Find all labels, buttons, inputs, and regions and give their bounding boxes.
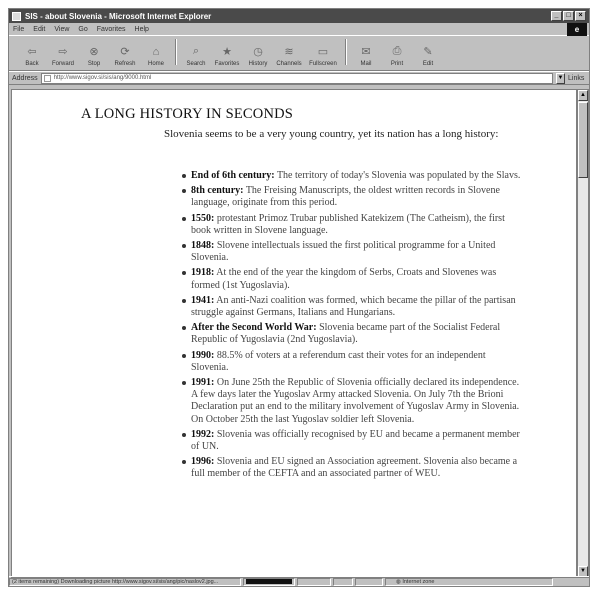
menu-favorites[interactable]: Favorites <box>96 25 126 33</box>
menu-help[interactable]: Help <box>134 25 149 33</box>
zone-cell <box>385 578 553 586</box>
menu-file[interactable]: File <box>13 25 25 33</box>
scroll-up-button[interactable]: ▲ <box>578 90 588 101</box>
channels-icon: ≋ <box>284 46 294 58</box>
status-cell-empty <box>355 578 383 586</box>
home-icon: ⌂ <box>152 45 160 58</box>
close-button[interactable]: × <box>575 11 586 21</box>
status-text: (2 items remaining) Downloading picture http://www.sigov.si/sis/ang/pic/naslov2.jpg... <box>9 578 241 586</box>
list-item: 1550: protestant Primoz Trubar published Katekizem (The Catheism), the first book written in Slovene language. <box>182 213 522 237</box>
edit-button[interactable]: ✎ Edit <box>422 46 434 67</box>
status-bar <box>9 576 590 586</box>
forward-arrow-icon: ⇨ <box>58 46 68 58</box>
history-button[interactable]: ◷ History <box>248 46 268 67</box>
scroll-thumb[interactable] <box>578 102 588 178</box>
toolbar <box>9 35 589 71</box>
list-item: End of 6th century: The territory of today's Slovenia was populated by the Slavs. <box>182 170 522 182</box>
back-button[interactable]: ⇦ Back <box>25 46 39 67</box>
vertical-scrollbar[interactable] <box>577 89 589 578</box>
toolbar-separator <box>345 39 347 65</box>
home-button[interactable]: ⌂ Home <box>147 45 164 67</box>
print-icon: ⎙ <box>392 45 402 57</box>
list-item: 8th century: The Freising Manuscripts, the oldest written records in Slovene language, originate from this period. <box>182 185 522 209</box>
page-viewport <box>11 89 577 578</box>
menu-view[interactable]: View <box>54 25 70 33</box>
menu-edit[interactable]: Edit <box>33 25 46 33</box>
refresh-icon: ⟳ <box>120 46 130 58</box>
favorites-button[interactable]: ★ Favorites <box>214 46 240 67</box>
ie-logo-icon <box>12 12 21 21</box>
maximize-button[interactable]: □ <box>563 11 574 21</box>
menu-bar <box>9 23 589 35</box>
address-dropdown-button[interactable]: ▼ <box>556 73 565 84</box>
status-cell-empty <box>297 578 331 586</box>
forward-button[interactable]: ⇨ Forward <box>51 46 74 67</box>
page-icon <box>44 75 51 82</box>
list-item: 1918: At the end of the year the kingdom of Serbs, Croats and Slovenes was formed (1st Yugoslavia). <box>182 267 522 291</box>
stop-icon: ⊗ <box>89 46 99 58</box>
list-item: 1991: On June 25th the Republic of Slovenia officially declared its independence. A few days later the Yugoslav Army attacked Slovenia. On July 7th the Brioni Declaration put an end to the military involvement of Yugoslav Army in Slovenia. On October 25th the last Yugoslav soldier left Slovenia. <box>182 377 522 426</box>
back-arrow-icon: ⇦ <box>27 46 37 58</box>
zone-label: Internet zone <box>402 578 435 585</box>
channels-button[interactable]: ≋ Channels <box>276 46 302 67</box>
mail-icon: ✉ <box>361 46 371 58</box>
page-title: A LONG HISTORY IN SECONDS <box>81 106 294 122</box>
list-item: 1990: 88.5% of voters at a referendum cast their votes for an independent Slovenia. <box>182 350 522 374</box>
status-cell-empty <box>333 578 353 586</box>
edit-icon: ✎ <box>423 46 433 58</box>
browser-window <box>8 8 590 587</box>
toolbar-separator <box>175 39 177 65</box>
address-bar <box>9 71 589 85</box>
globe-icon: ◍ <box>396 578 401 585</box>
search-button[interactable]: ⌕ Search <box>186 45 206 67</box>
refresh-button[interactable]: ⟳ Refresh <box>114 46 136 67</box>
menu-go[interactable]: Go <box>78 25 88 33</box>
window-title: SIS - about Slovenia - Microsoft Internet Explorer <box>25 11 212 21</box>
search-icon: ⌕ <box>192 45 200 57</box>
address-value: http://www.sigov.si/sis/ang/9000.html <box>53 75 152 81</box>
stop-button[interactable]: ⊗ Stop <box>87 46 101 67</box>
print-button[interactable]: ⎙ Print <box>390 45 404 67</box>
scroll-down-button[interactable]: ▼ <box>578 566 588 577</box>
minimize-button[interactable]: _ <box>551 11 562 21</box>
title-bar <box>9 9 589 23</box>
intro-text: Slovenia seems to be a very young country, yet its nation has a long history: <box>164 128 499 140</box>
mail-button[interactable]: ✉ Mail <box>360 46 372 67</box>
list-item: 1996: Slovenia and EU signed an Association agreement. Slovenia also became a full member of the CEFTA and an associated partner of WEU. <box>182 456 522 480</box>
ie-throbber-icon: e <box>567 23 587 36</box>
list-item: 1992: Slovenia was officially recognised by EU and became a permanent member of UN. <box>182 429 522 453</box>
fullscreen-icon: ▭ <box>317 46 329 58</box>
list-item: 1848: Slovene intellectuals issued the first political programme for a United Slovenia. <box>182 240 522 264</box>
list-item: 1941: An anti-Nazi coalition was formed, which became the pillar of the partisan struggle against Germans, Italians and Hungarians. <box>182 295 522 319</box>
fullscreen-button[interactable]: ▭ Fullscreen <box>309 46 337 67</box>
history-list <box>182 170 522 484</box>
address-label: Address <box>12 74 38 82</box>
progress-bar <box>246 579 292 584</box>
list-item: After the Second World War: Slovenia became part of the Socialist Federal Republic of Yugoslavia (2nd Yugoslavia). <box>182 322 522 346</box>
history-icon: ◷ <box>253 46 263 58</box>
favorites-icon: ★ <box>222 46 232 58</box>
address-input[interactable] <box>41 73 553 84</box>
progress-cell <box>243 578 295 586</box>
links-button[interactable]: Links <box>568 74 585 82</box>
